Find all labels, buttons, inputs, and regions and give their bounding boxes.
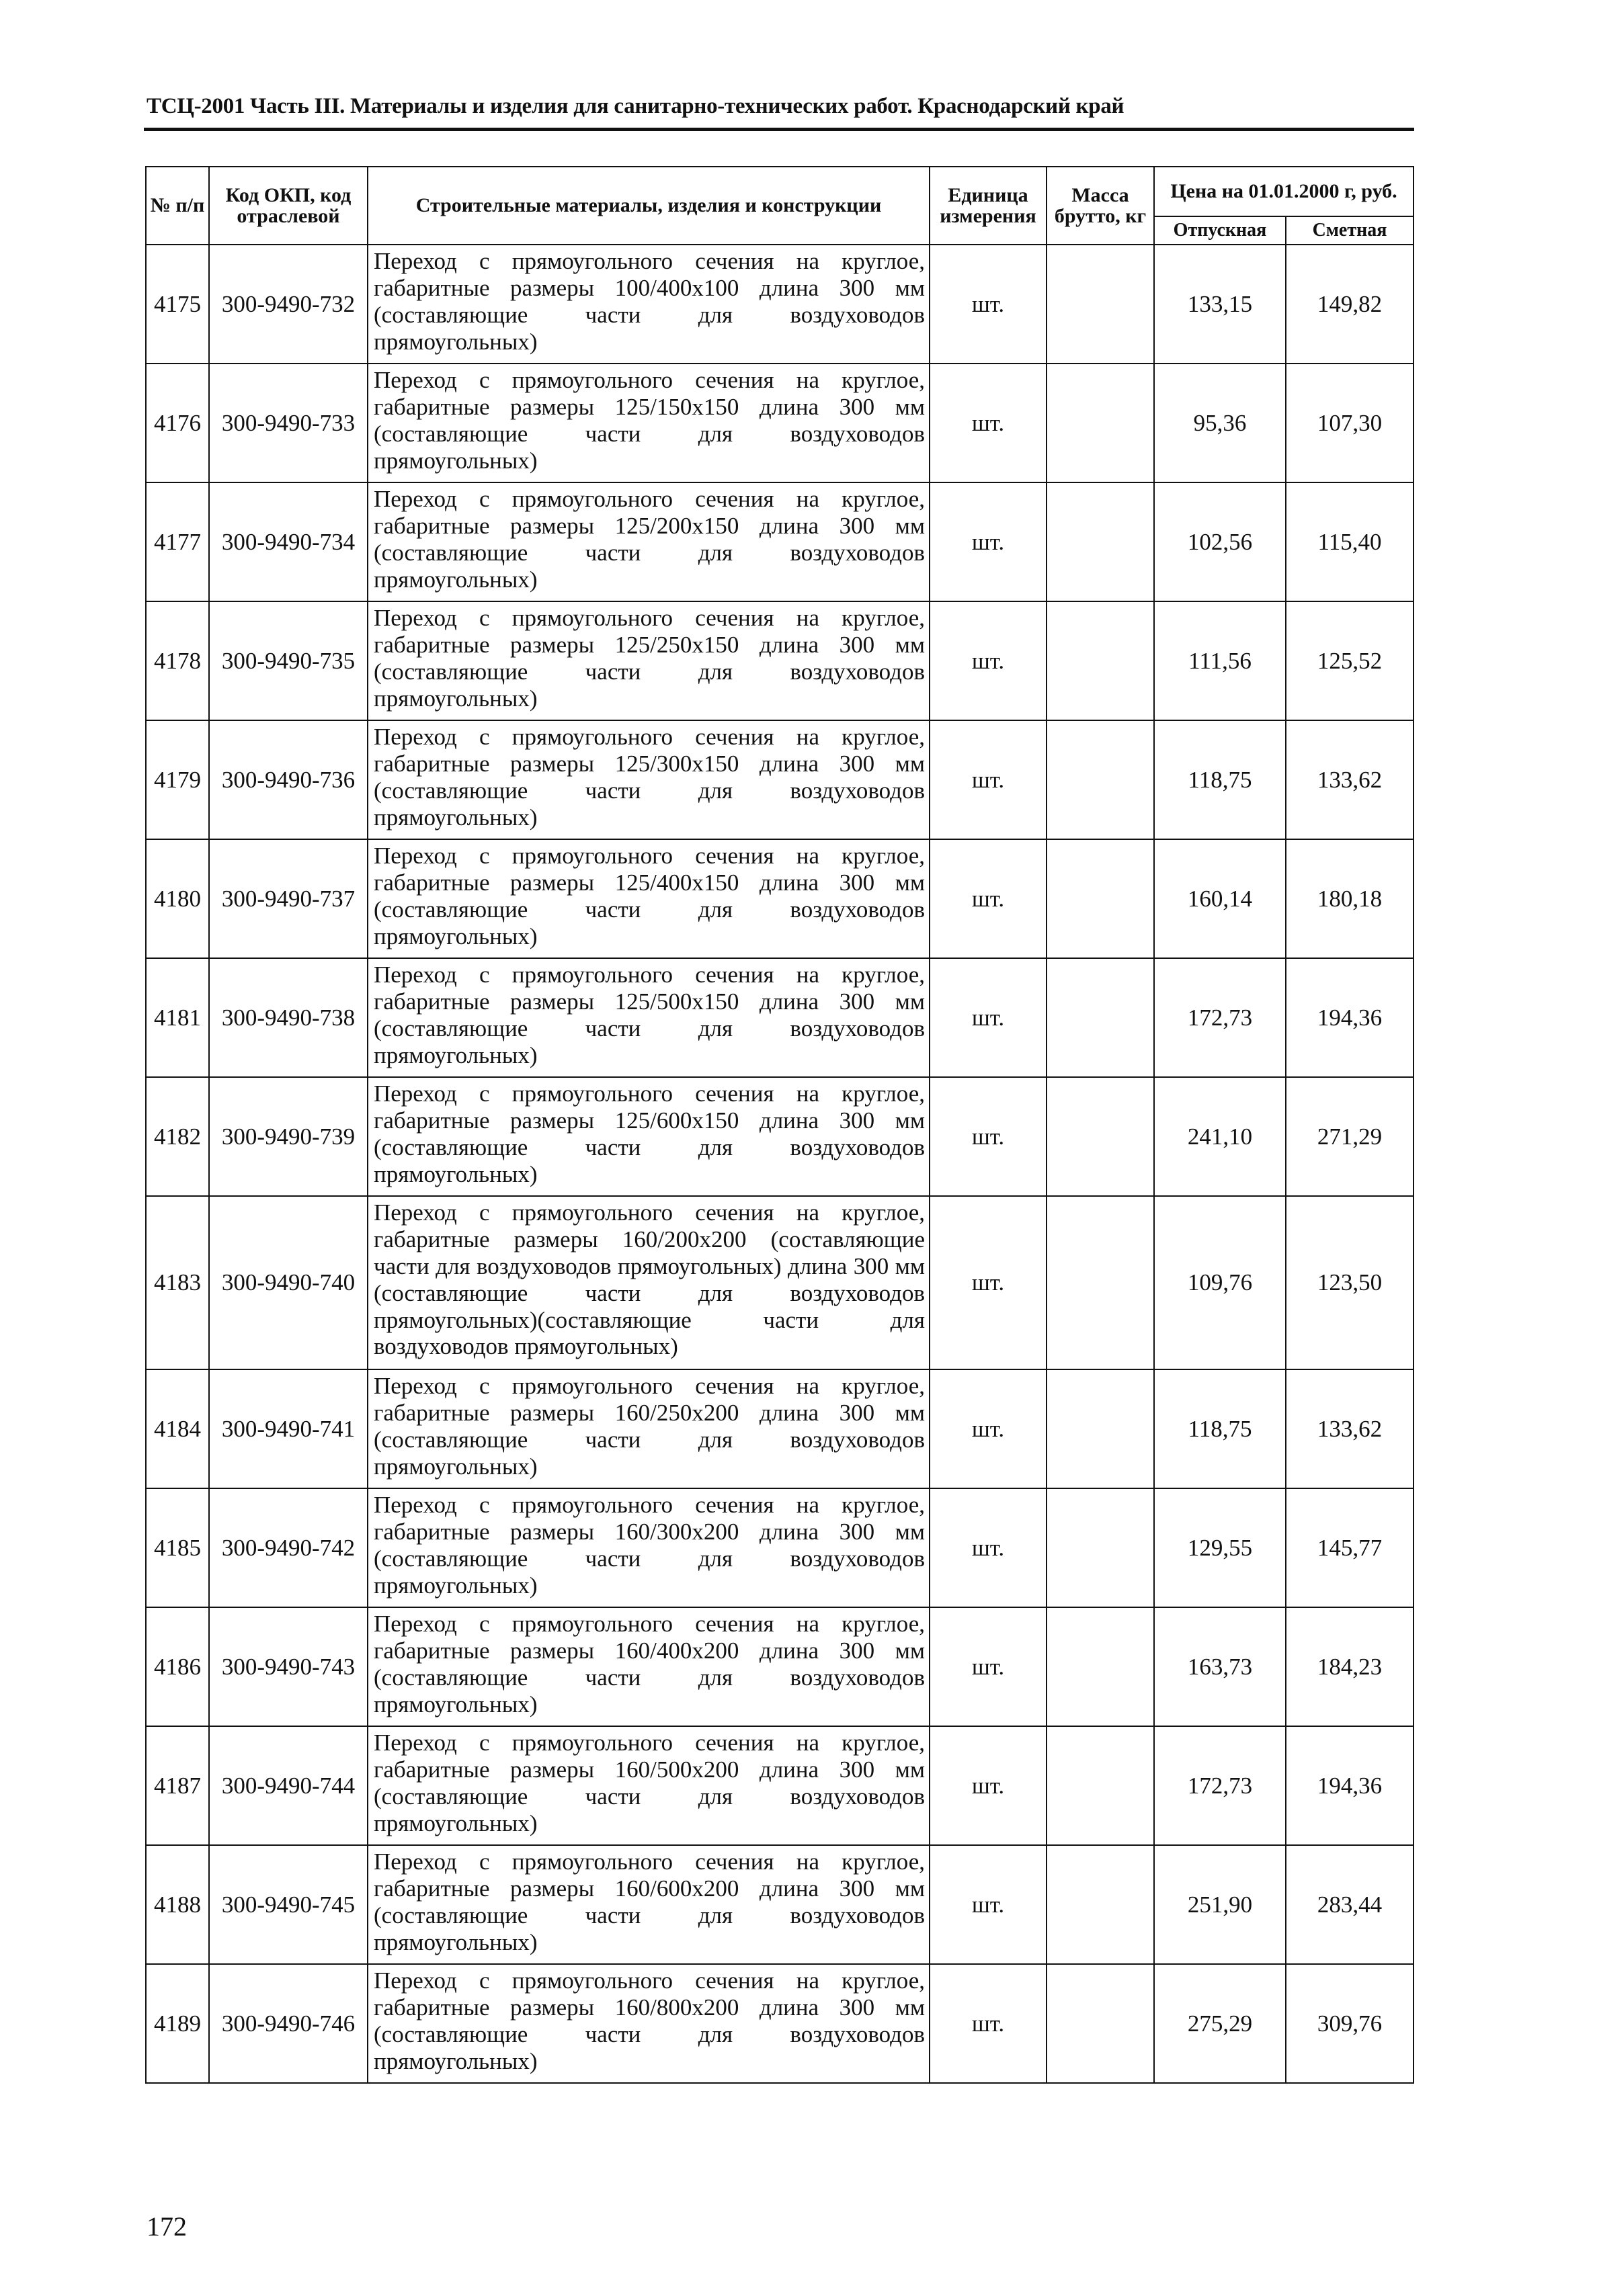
header-divider <box>144 128 1414 131</box>
column-header-description: Строительные материалы, изделия и конструкции <box>368 167 930 245</box>
row-code: 300-9490-738 <box>209 958 368 1077</box>
row-description: Переход с прямоугольного сечения на круглое, габаритные размеры 160/300х200 длина 300 мм (составляющие части для воздуховодов прямоугольных) <box>368 1488 930 1607</box>
row-description: Переход с прямоугольного сечения на круглое, габаритные размеры 160/400х200 длина 300 мм (составляющие части для воздуховодов прямоугольных) <box>368 1607 930 1726</box>
row-price-release: 241,10 <box>1154 1077 1286 1196</box>
row-number: 4188 <box>146 1845 209 1964</box>
row-price-estimate: 194,36 <box>1286 958 1414 1077</box>
row-description: Переход с прямоугольного сечения на круглое, габаритные размеры 125/200х150 длина 300 мм (составляющие части для воздуховодов прямоугольных) <box>368 482 930 601</box>
row-price-release: 251,90 <box>1154 1845 1286 1964</box>
row-price-estimate: 145,77 <box>1286 1488 1414 1607</box>
page-title: ТСЦ-2001 Часть III. Материалы и изделия для санитарно-технических работ. Краснодарский край <box>147 94 1124 118</box>
row-description: Переход с прямоугольного сечения на круглое, габаритные размеры 160/200х200 (составляющие части для воздуховодов прямоугольных) длина 300 мм (составляющие части для воздуховодов прямоугольных)(составляющие части для воздуховодов прямоугольных) <box>368 1196 930 1369</box>
row-unit: шт. <box>930 482 1047 601</box>
row-number: 4179 <box>146 720 209 839</box>
row-price-release: 129,55 <box>1154 1488 1286 1607</box>
column-header-price-group: Цена на 01.01.2000 г, руб. <box>1154 167 1414 216</box>
table-row <box>146 1196 1414 1369</box>
row-unit: шт. <box>930 364 1047 482</box>
row-price-estimate: 271,29 <box>1286 1077 1414 1196</box>
row-unit: шт. <box>930 1488 1047 1607</box>
row-code: 300-9490-740 <box>209 1196 368 1369</box>
row-mass <box>1047 958 1154 1077</box>
row-price-estimate: 283,44 <box>1286 1845 1414 1964</box>
column-header-mass: Масса брутто, кг <box>1047 167 1154 245</box>
row-code: 300-9490-739 <box>209 1077 368 1196</box>
row-code: 300-9490-745 <box>209 1845 368 1964</box>
row-mass <box>1047 1726 1154 1845</box>
table-row <box>146 1077 1414 1196</box>
table-row <box>146 245 1414 364</box>
row-price-release: 160,14 <box>1154 839 1286 958</box>
row-price-estimate: 184,23 <box>1286 1607 1414 1726</box>
row-unit: шт. <box>930 1845 1047 1964</box>
row-code: 300-9490-733 <box>209 364 368 482</box>
row-mass <box>1047 839 1154 958</box>
column-header-unit: Единица измерения <box>930 167 1047 245</box>
table-row <box>146 839 1414 958</box>
row-mass <box>1047 1607 1154 1726</box>
row-mass <box>1047 482 1154 601</box>
row-unit: шт. <box>930 1196 1047 1369</box>
row-mass <box>1047 1077 1154 1196</box>
row-description: Переход с прямоугольного сечения на круглое, габаритные размеры 125/500х150 длина 300 мм (составляющие части для воздуховодов прямоугольных) <box>368 958 930 1077</box>
row-description: Переход с прямоугольного сечения на круглое, габаритные размеры 160/500х200 длина 300 мм (составляющие части для воздуховодов прямоугольных) <box>368 1726 930 1845</box>
table-row <box>146 1488 1414 1607</box>
table-row <box>146 1845 1414 1964</box>
row-description: Переход с прямоугольного сечения на круглое, габаритные размеры 160/600х200 длина 300 мм (составляющие части для воздуховодов прямоугольных) <box>368 1845 930 1964</box>
row-unit: шт. <box>930 1077 1047 1196</box>
row-mass <box>1047 720 1154 839</box>
row-price-release: 95,36 <box>1154 364 1286 482</box>
row-price-release: 102,56 <box>1154 482 1286 601</box>
price-table <box>145 166 1414 2084</box>
table-row <box>146 1369 1414 1488</box>
row-mass <box>1047 1845 1154 1964</box>
row-price-release: 172,73 <box>1154 958 1286 1077</box>
row-number: 4185 <box>146 1488 209 1607</box>
table-row <box>146 1726 1414 1845</box>
row-code: 300-9490-744 <box>209 1726 368 1845</box>
row-price-estimate: 309,76 <box>1286 1964 1414 2083</box>
row-code: 300-9490-746 <box>209 1964 368 2083</box>
row-mass <box>1047 1488 1154 1607</box>
row-unit: шт. <box>930 601 1047 720</box>
row-number: 4181 <box>146 958 209 1077</box>
row-number: 4187 <box>146 1726 209 1845</box>
row-description: Переход с прямоугольного сечения на круглое, габаритные размеры 160/800х200 длина 300 мм (составляющие части для воздуховодов прямоугольных) <box>368 1964 930 2083</box>
row-code: 300-9490-737 <box>209 839 368 958</box>
row-price-estimate: 133,62 <box>1286 720 1414 839</box>
row-description: Переход с прямоугольного сечения на круглое, габаритные размеры 125/250х150 длина 300 мм (составляющие части для воздуховодов прямоугольных) <box>368 601 930 720</box>
row-number: 4182 <box>146 1077 209 1196</box>
row-number: 4176 <box>146 364 209 482</box>
row-number: 4178 <box>146 601 209 720</box>
row-unit: шт. <box>930 1607 1047 1726</box>
row-price-release: 118,75 <box>1154 1369 1286 1488</box>
row-price-release: 111,56 <box>1154 601 1286 720</box>
table-body <box>146 245 1414 2083</box>
row-price-estimate: 123,50 <box>1286 1196 1414 1369</box>
row-mass <box>1047 245 1154 364</box>
row-price-release: 109,76 <box>1154 1196 1286 1369</box>
row-code: 300-9490-736 <box>209 720 368 839</box>
row-code: 300-9490-735 <box>209 601 368 720</box>
row-unit: шт. <box>930 1726 1047 1845</box>
row-mass <box>1047 1196 1154 1369</box>
row-number: 4177 <box>146 482 209 601</box>
row-number: 4184 <box>146 1369 209 1488</box>
table-row <box>146 958 1414 1077</box>
row-code: 300-9490-742 <box>209 1488 368 1607</box>
row-price-release: 133,15 <box>1154 245 1286 364</box>
row-number: 4180 <box>146 839 209 958</box>
page-number: 172 <box>147 2211 187 2242</box>
row-unit: шт. <box>930 720 1047 839</box>
table-row <box>146 1607 1414 1726</box>
row-description: Переход с прямоугольного сечения на круглое, габаритные размеры 100/400х100 длина 300 мм (составляющие части для воздуховодов прямоугольных) <box>368 245 930 364</box>
row-price-release: 275,29 <box>1154 1964 1286 2083</box>
row-price-estimate: 180,18 <box>1286 839 1414 958</box>
column-header-num: № п/п <box>146 167 209 245</box>
row-price-estimate: 125,52 <box>1286 601 1414 720</box>
table-row <box>146 482 1414 601</box>
row-price-estimate: 107,30 <box>1286 364 1414 482</box>
row-mass <box>1047 1964 1154 2083</box>
row-description: Переход с прямоугольного сечения на круглое, габаритные размеры 125/300х150 длина 300 мм (составляющие части для воздуховодов прямоугольных) <box>368 720 930 839</box>
row-price-estimate: 194,36 <box>1286 1726 1414 1845</box>
row-price-release: 118,75 <box>1154 720 1286 839</box>
row-mass <box>1047 601 1154 720</box>
row-unit: шт. <box>930 245 1047 364</box>
row-unit: шт. <box>930 1369 1047 1488</box>
row-mass <box>1047 1369 1154 1488</box>
row-code: 300-9490-732 <box>209 245 368 364</box>
table-row <box>146 1964 1414 2083</box>
row-number: 4175 <box>146 245 209 364</box>
row-unit: шт. <box>930 958 1047 1077</box>
row-price-estimate: 133,62 <box>1286 1369 1414 1488</box>
table-row <box>146 601 1414 720</box>
row-number: 4183 <box>146 1196 209 1369</box>
row-number: 4186 <box>146 1607 209 1726</box>
table-row <box>146 364 1414 482</box>
row-description: Переход с прямоугольного сечения на круглое, габаритные размеры 160/250х200 длина 300 мм (составляющие части для воздуховодов прямоугольных) <box>368 1369 930 1488</box>
row-price-estimate: 115,40 <box>1286 482 1414 601</box>
table-row <box>146 720 1414 839</box>
row-description: Переход с прямоугольного сечения на круглое, габаритные размеры 125/600х150 длина 300 мм (составляющие части для воздуховодов прямоугольных) <box>368 1077 930 1196</box>
row-mass <box>1047 364 1154 482</box>
column-header-price-release: Отпускная <box>1154 216 1286 245</box>
row-unit: шт. <box>930 1964 1047 2083</box>
row-price-estimate: 149,82 <box>1286 245 1414 364</box>
row-price-release: 172,73 <box>1154 1726 1286 1845</box>
column-header-price-estimate: Сметная <box>1286 216 1414 245</box>
column-header-code: Код ОКП, код отраслевой <box>209 167 368 245</box>
row-code: 300-9490-734 <box>209 482 368 601</box>
row-price-release: 163,73 <box>1154 1607 1286 1726</box>
row-number: 4189 <box>146 1964 209 2083</box>
row-description: Переход с прямоугольного сечения на круглое, габаритные размеры 125/400х150 длина 300 мм (составляющие части для воздуховодов прямоугольных) <box>368 839 930 958</box>
row-code: 300-9490-741 <box>209 1369 368 1488</box>
row-code: 300-9490-743 <box>209 1607 368 1726</box>
row-description: Переход с прямоугольного сечения на круглое, габаритные размеры 125/150х150 длина 300 мм (составляющие части для воздуховодов прямоугольных) <box>368 364 930 482</box>
row-unit: шт. <box>930 839 1047 958</box>
